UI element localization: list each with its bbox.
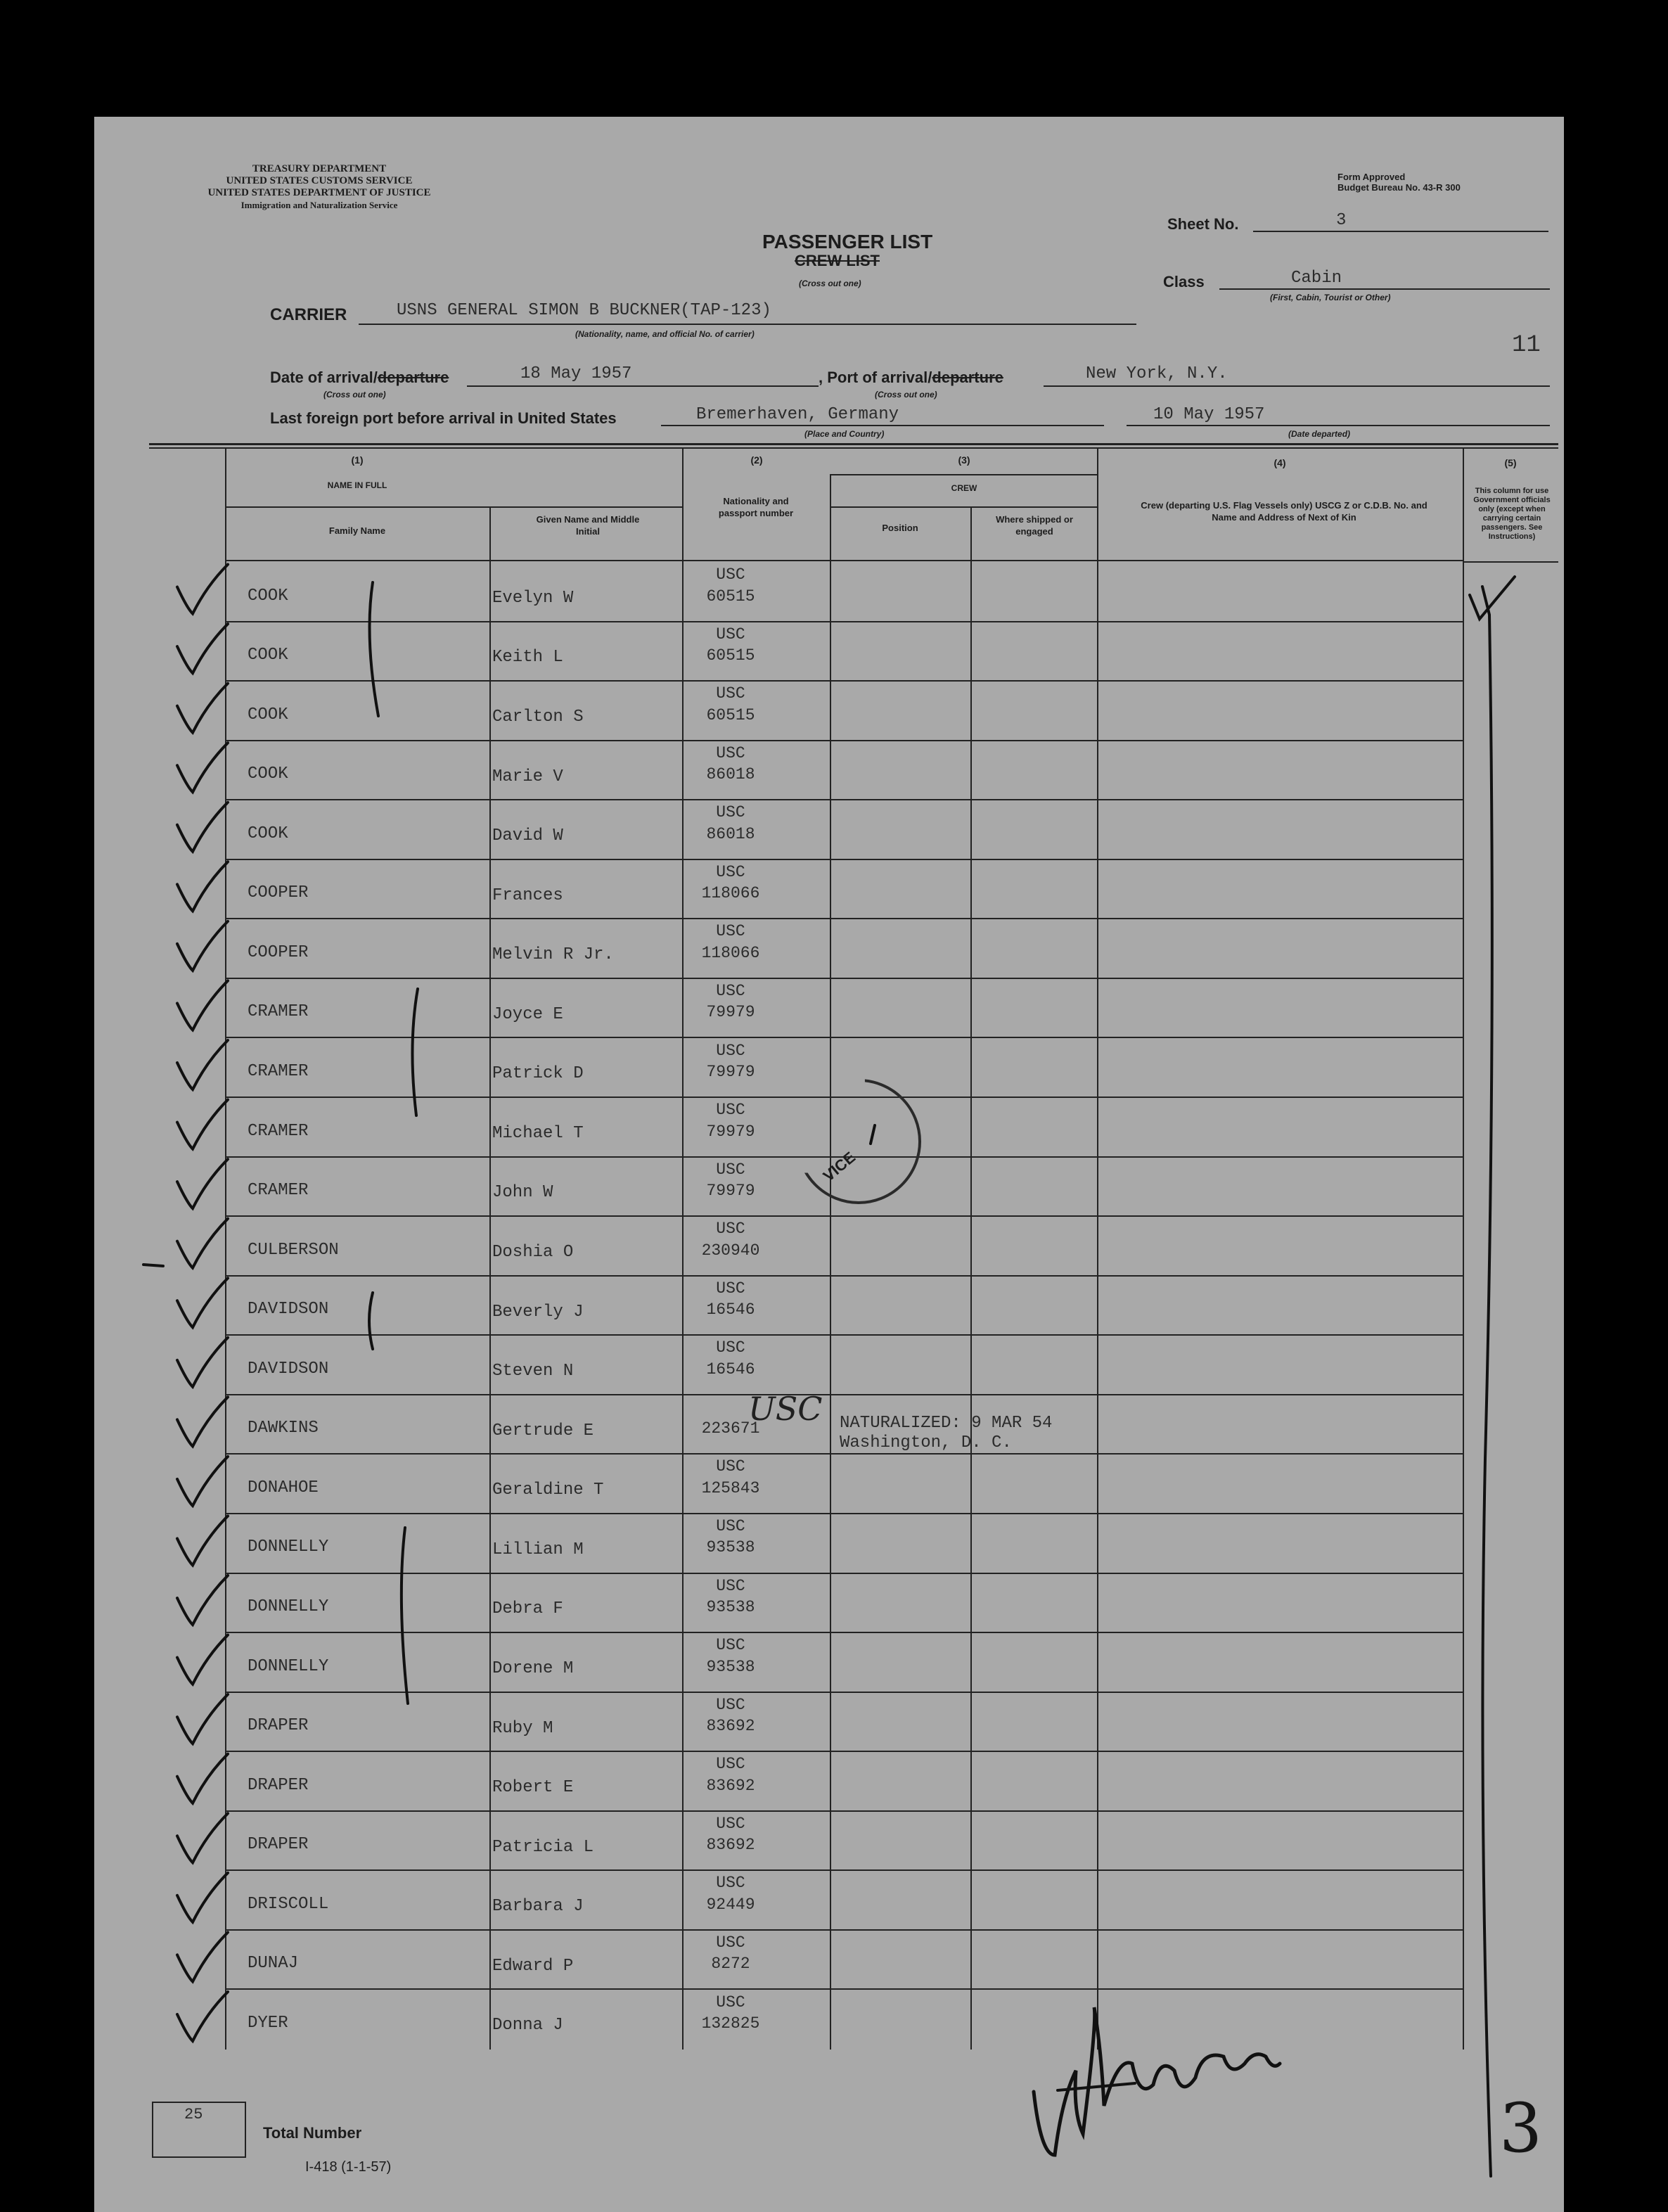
carrier-value: USNS GENERAL SIMON B BUCKNER(TAP-123) xyxy=(397,301,771,320)
check-mark xyxy=(1470,577,1515,619)
check-mark xyxy=(177,1516,228,1565)
family-name: COOPER xyxy=(248,943,309,962)
nationality: USC xyxy=(716,1636,745,1654)
passport-number: 125843 xyxy=(701,1479,760,1497)
passport-number: 79979 xyxy=(706,1182,755,1200)
check-mark xyxy=(177,743,228,792)
passport-number: 92449 xyxy=(706,1895,755,1914)
nationality: USC xyxy=(716,803,745,821)
family-name: COOK xyxy=(248,646,288,665)
check-mark xyxy=(177,1932,228,1981)
passport-number: 16546 xyxy=(706,1300,755,1319)
bracket-line xyxy=(412,989,418,1115)
passport-number: 60515 xyxy=(706,587,755,606)
col3b-header: Where shipped or engaged xyxy=(996,514,1073,537)
official-column-line xyxy=(1482,587,1492,2176)
arrival-label-struck: departure xyxy=(377,369,449,386)
given-name: Michael T xyxy=(492,1124,584,1143)
given-name: Edward P xyxy=(492,1957,574,1976)
agency-line: TREASURY DEPARTMENT xyxy=(252,163,387,174)
family-name: COOK xyxy=(248,765,288,784)
check-mark xyxy=(177,565,228,614)
check-mark xyxy=(177,624,228,673)
family-name: COOK xyxy=(248,587,288,606)
signature xyxy=(1034,2007,1280,2155)
family-name: COOK xyxy=(248,705,288,724)
handwriting-overlay xyxy=(94,117,1564,2212)
nationality: USC xyxy=(716,744,745,762)
last-port-label: Last foreign port before arrival in United States xyxy=(270,409,617,427)
passport-number: 83692 xyxy=(706,1717,755,1735)
family-name: DRISCOLL xyxy=(248,1895,329,1914)
nationality: USC xyxy=(716,1874,745,1892)
passport-number: 8272 xyxy=(711,1955,750,1973)
approval-line: Form Approved xyxy=(1337,172,1406,182)
family-name: CRAMER xyxy=(248,1002,309,1021)
given-name: Robert E xyxy=(492,1778,574,1797)
family-name: DRAPER xyxy=(248,1776,309,1795)
title-note: (Cross out one) xyxy=(799,279,861,288)
arrival-label-text: Date of arrival/ xyxy=(270,369,378,386)
port-label-text: , Port of arrival/ xyxy=(819,369,932,386)
nationality: USC xyxy=(716,1933,745,1952)
check-mark xyxy=(177,1694,228,1744)
family-name: DONNELLY xyxy=(248,1657,329,1676)
passport-number: 60515 xyxy=(706,706,755,724)
given-name: Evelyn W xyxy=(492,589,574,608)
passport-number: 118066 xyxy=(701,884,760,902)
form-title: PASSENGER LIST xyxy=(762,231,933,252)
check-mark xyxy=(177,1159,228,1208)
class-value: Cabin xyxy=(1291,269,1342,288)
family-name: DONNELLY xyxy=(248,1597,329,1616)
given-name: Dorene M xyxy=(492,1659,574,1678)
family-name: DAVIDSON xyxy=(248,1360,329,1379)
given-name: Barbara J xyxy=(492,1897,584,1916)
passport-number: 83692 xyxy=(706,1777,755,1795)
nationality: USC xyxy=(716,1696,745,1714)
nationality: USC xyxy=(716,1101,745,1119)
family-name: CULBERSON xyxy=(248,1241,339,1260)
bracket-line xyxy=(369,1293,373,1349)
nationality: USC xyxy=(716,1338,745,1357)
departed-value: 10 May 1957 xyxy=(1153,405,1265,424)
family-name: DRAPER xyxy=(248,1716,309,1735)
check-marks xyxy=(177,565,228,2041)
agency-line: UNITED STATES DEPARTMENT OF JUSTICE xyxy=(207,187,431,198)
check-mark xyxy=(177,1338,228,1387)
agency-line: UNITED STATES CUSTOMS SERVICE xyxy=(226,175,413,186)
given-name: Ruby M xyxy=(492,1719,553,1738)
passport-number: 83692 xyxy=(706,1836,755,1854)
col4-title: Crew (departing U.S. Flag Vessels only) USCG Z or C.D.B. No. and Name and Address of Next of Kin xyxy=(1141,500,1428,523)
nationality: USC xyxy=(716,922,745,940)
stamp-text: VICE xyxy=(819,1148,859,1185)
family-name: DRAPER xyxy=(248,1835,309,1854)
form-number: I-418 (1-1-57) xyxy=(305,2159,392,2175)
given-name: Marie V xyxy=(492,767,563,786)
col1-number: (1) xyxy=(351,454,364,466)
passport-number: 223671 xyxy=(701,1419,760,1438)
col5-title: This column for use Government officials only (except when carrying certain passengers. See Instructions) xyxy=(1473,487,1551,541)
check-mark xyxy=(177,1992,228,2041)
nationality: USC xyxy=(716,863,745,881)
class-label: Class xyxy=(1163,273,1205,290)
total-value: 25 xyxy=(184,2106,203,2123)
col1-title: NAME IN FULL xyxy=(327,480,387,490)
given-name: Lillian M xyxy=(492,1540,584,1559)
check-mark xyxy=(177,803,228,852)
handwritten-sheet-number: 3 xyxy=(1499,2089,1543,2168)
passport-number: 79979 xyxy=(706,1123,755,1141)
nationality: USC xyxy=(716,565,745,584)
nationality: USC xyxy=(716,1517,745,1535)
class-hint: (First, Cabin, Tourist or Other) xyxy=(1270,293,1391,302)
given-name: Frances xyxy=(492,886,563,905)
last-port-value: Bremerhaven, Germany xyxy=(696,405,899,424)
document-page xyxy=(94,117,1564,2212)
col3-number: (3) xyxy=(958,454,970,466)
port-label-struck: departure xyxy=(932,369,1003,386)
given-name: Patricia L xyxy=(492,1838,594,1857)
col2-number: (2) xyxy=(750,454,763,466)
passport-number: 93538 xyxy=(706,1598,755,1616)
handwritten-usc: USC xyxy=(748,1390,823,1428)
passport-number: 79979 xyxy=(706,1063,755,1081)
check-mark xyxy=(177,1873,228,1922)
family-name: CRAMER xyxy=(248,1181,309,1200)
nationality: USC xyxy=(716,684,745,703)
passport-number: 60515 xyxy=(706,646,755,665)
arrival-date-value: 18 May 1957 xyxy=(520,364,632,383)
check-mark xyxy=(177,1754,228,1803)
given-name: Donna J xyxy=(492,2016,563,2035)
passport-number: 86018 xyxy=(706,825,755,843)
check-mark xyxy=(177,1635,228,1684)
check-mark xyxy=(177,684,228,733)
col5-number: (5) xyxy=(1504,457,1517,468)
passport-number: 79979 xyxy=(706,1003,755,1021)
page-number: 11 xyxy=(1512,332,1541,359)
given-name: Debra F xyxy=(492,1599,563,1618)
agency-line: Immigration and Naturalization Service xyxy=(240,200,398,210)
family-name: DAWKINS xyxy=(248,1419,319,1438)
naturalization-note: NATURALIZED: 9 MAR 54 xyxy=(840,1414,1053,1433)
total-label: Total Number xyxy=(263,2124,362,2142)
passport-number: 86018 xyxy=(706,765,755,784)
passport-number: 16546 xyxy=(706,1360,755,1379)
family-name: DUNAJ xyxy=(248,1954,299,1973)
sheet-label: Sheet No. xyxy=(1167,215,1239,233)
passport-number: 118066 xyxy=(701,944,760,962)
col2-title: Nationality and passport number xyxy=(718,496,794,518)
nationality: USC xyxy=(716,1220,745,1238)
col4-number: (4) xyxy=(1274,457,1286,468)
naturalization-place: Washington, D. C. xyxy=(840,1433,1012,1452)
check-mark xyxy=(177,921,228,971)
check-mark xyxy=(177,1040,228,1089)
passport-number: 93538 xyxy=(706,1658,755,1676)
given-name: Beverly J xyxy=(492,1303,584,1322)
passport-number: 230940 xyxy=(701,1241,760,1260)
check-mark xyxy=(177,1575,228,1625)
passport-number: 132825 xyxy=(701,2014,760,2033)
given-name: Melvin R Jr. xyxy=(492,945,614,964)
family-name: COOK xyxy=(248,824,288,843)
nationality: USC xyxy=(716,1755,745,1773)
check-mark xyxy=(177,1813,228,1862)
check-mark xyxy=(177,1278,228,1327)
family-name: DYER xyxy=(248,2014,288,2033)
nationality: USC xyxy=(716,1279,745,1298)
port-hint: (Cross out one) xyxy=(875,390,937,399)
given-name: Carlton S xyxy=(492,708,584,727)
margin-dash xyxy=(143,1265,163,1266)
check-mark xyxy=(177,1219,228,1268)
given-name: Geraldine T xyxy=(492,1481,604,1500)
bracket-line xyxy=(402,1528,408,1703)
sheet-value: 3 xyxy=(1336,211,1347,230)
family-name: CRAMER xyxy=(248,1062,309,1081)
stamp-dash xyxy=(871,1125,875,1144)
col1b-header: Given Name and Middle Initial xyxy=(536,514,640,537)
nationality: USC xyxy=(716,1042,745,1060)
form-title-struck: CREW LIST xyxy=(795,252,880,269)
family-name: CRAMER xyxy=(248,1122,309,1141)
bracket-line xyxy=(370,582,379,716)
nationality: USC xyxy=(716,1457,745,1476)
given-name: Joyce E xyxy=(492,1005,563,1024)
passport-number: 93538 xyxy=(706,1538,755,1556)
port-value: New York, N.Y. xyxy=(1086,364,1228,383)
col1a-header: Family Name xyxy=(328,525,386,536)
nationality: USC xyxy=(716,625,745,644)
last-port-hint: (Place and Country) xyxy=(804,429,885,439)
given-name: Keith L xyxy=(492,648,563,667)
family-name: DAVIDSON xyxy=(248,1300,329,1319)
nationality: USC xyxy=(716,982,745,1000)
given-name: John W xyxy=(492,1183,553,1202)
arrival-date-hint: (Cross out one) xyxy=(323,390,386,399)
approval-line: Budget Bureau No. 43-R 300 xyxy=(1337,182,1461,193)
col3a-header: Position xyxy=(882,523,918,533)
nationality: USC xyxy=(716,1815,745,1833)
nationality: USC xyxy=(716,1993,745,2012)
col3-title: CREW xyxy=(951,483,977,493)
check-mark xyxy=(177,980,228,1030)
nationality: USC xyxy=(716,1161,745,1179)
nationality: USC xyxy=(716,1577,745,1595)
check-mark xyxy=(177,862,228,911)
given-name: Gertrude E xyxy=(492,1421,594,1440)
given-name: David W xyxy=(492,826,563,845)
family-name: DONNELLY xyxy=(248,1537,329,1556)
given-name: Steven N xyxy=(492,1362,574,1381)
check-mark xyxy=(177,1397,228,1446)
carrier-label: CARRIER xyxy=(270,305,347,324)
family-name: COOPER xyxy=(248,883,309,902)
carrier-hint: (Nationality, name, and official No. of carrier) xyxy=(575,329,755,339)
family-name: DONAHOE xyxy=(248,1478,319,1497)
given-name: Doshia O xyxy=(492,1243,574,1262)
given-name: Patrick D xyxy=(492,1064,584,1083)
departed-hint: (Date departed) xyxy=(1288,429,1351,439)
check-mark xyxy=(177,1100,228,1149)
check-mark xyxy=(177,1457,228,1506)
